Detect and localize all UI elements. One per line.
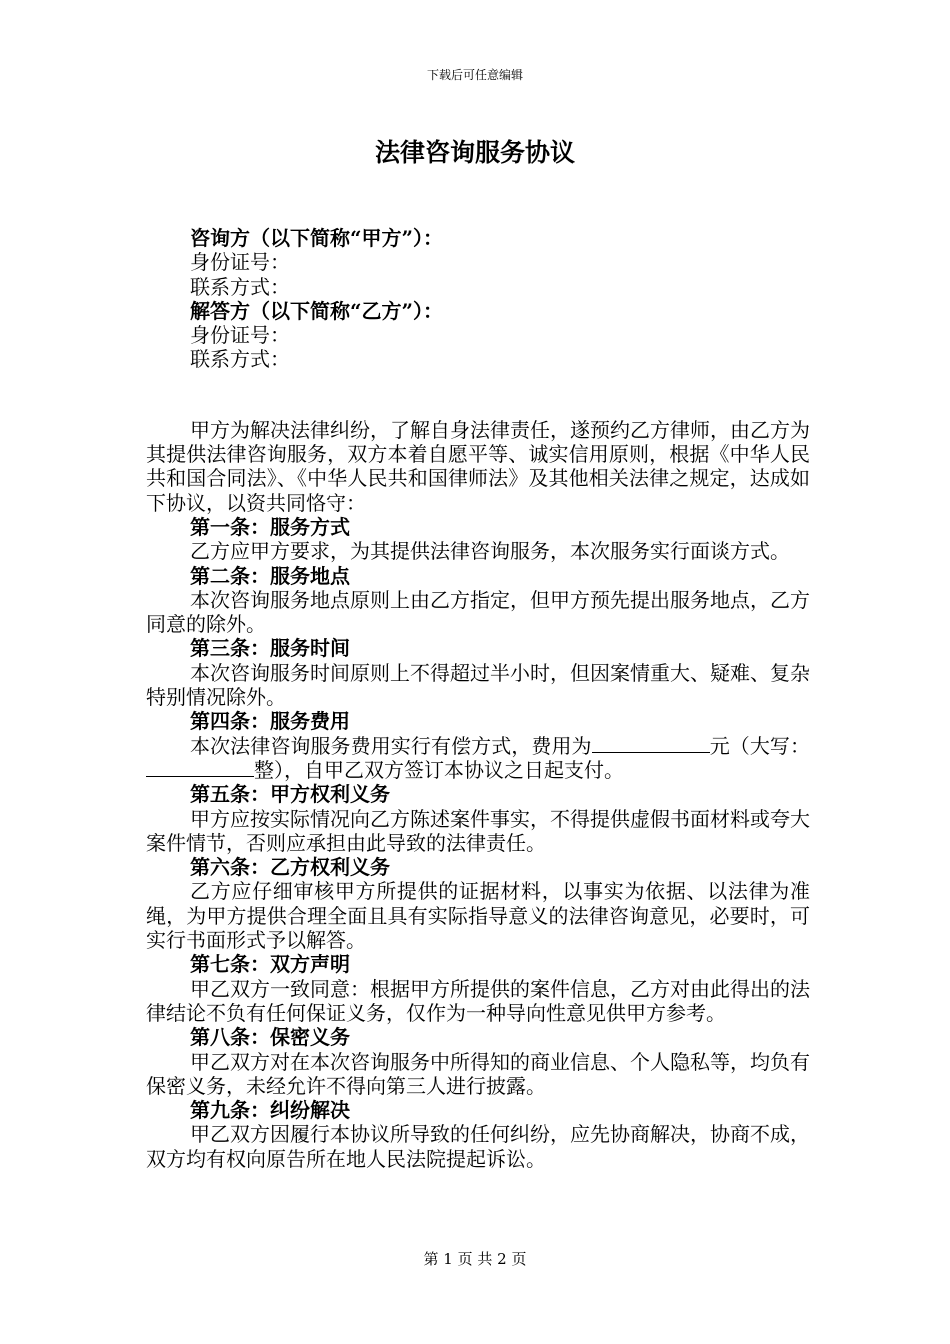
- clause-1-heading: 第一条：服务方式: [190, 514, 350, 539]
- clause-4-text-before: 本次法律咨询服务费用实行有偿方式，费用为: [190, 733, 592, 758]
- party-b-id: 身份证号：: [190, 323, 290, 348]
- clause-9-text: 甲乙双方因履行本协议所导致的任何纠纷，应先协商解决，协商不成，双方均有权向原告所在地人民法院提起诉讼。: [146, 1122, 810, 1171]
- fee-amount-blank[interactable]: [592, 734, 710, 753]
- party-a-label: 咨询方（以下简称“甲方”）：: [190, 226, 444, 250]
- clause-9-heading: 第九条：纠纷解决: [190, 1098, 350, 1123]
- header-note: 下载后可任意编辑: [426, 68, 523, 82]
- fee-amount-words-blank[interactable]: [146, 758, 254, 777]
- clause-4-text-after: 整），自甲乙双方签订本协议之日起支付。: [254, 757, 624, 782]
- party-a-id: 身份证号：: [190, 250, 290, 275]
- party-a-contact: 联系方式：: [190, 274, 290, 299]
- party-info: [146, 226, 810, 372]
- clause-5-heading: 第五条：甲方权利义务: [190, 782, 390, 807]
- clause-4-text: [146, 734, 810, 783]
- clause-3-heading: 第三条：服务时间: [190, 636, 350, 661]
- clause-5-text: 甲方应按实际情况向乙方陈述案件事实，不得提供虚假书面材料或夸大案件情节，否则应承担由此导致的法律责任。: [146, 806, 810, 855]
- clause-3-text: 本次咨询服务时间原则上不得超过半小时，但因案情重大、疑难、复杂特别情况除外。: [146, 660, 810, 710]
- clause-2-text: 本次咨询服务地点原则上由乙方指定，但甲方预先提出服务地点，乙方同意的除外。: [146, 587, 810, 637]
- intro-paragraph: 甲方为解决法律纠纷，了解自身法律责任，遂预约乙方律师，由乙方为其提供法律咨询服务，双方本着自愿平等、诚实信用原则，根据《中华人民共和国合同法》、《中华人民共和国律师法》及其他相关法律之规定，达成如下协议，以资共同恪守：: [146, 417, 810, 515]
- clause-2-heading: 第二条：服务地点: [190, 563, 350, 588]
- clause-4-text-middle: 元（大写：: [709, 733, 811, 758]
- clause-8-heading: 第八条：保密义务: [190, 1025, 350, 1050]
- clause-7-text: 甲乙双方一致同意：根据甲方所提供的案件信息，乙方对由此得出的法律结论不负有任何保证义务，仅作为一种导向性意见供甲方参考。: [146, 976, 810, 1025]
- party-b-contact: 联系方式：: [190, 347, 290, 372]
- clause-1-text: 乙方应甲方要求，为其提供法律咨询服务，本次服务实行面谈方式。: [190, 539, 790, 564]
- party-b-label: 解答方（以下简称“乙方”）：: [190, 298, 444, 323]
- clause-6-text: 乙方应仔细审核甲方所提供的证据材料，以事实为依据、以法律为准绳，为甲方提供合理全面且具有实际指导意义的法律咨询意见，必要时，可实行书面形式予以解答。: [146, 879, 810, 953]
- clause-8-text: 甲乙双方对在本次咨询服务中所得知的商业信息、个人隐私等，均负有保密义务，未经允许不得向第三人进行披露。: [146, 1049, 810, 1098]
- page-number: 第 1 页 共 2 页: [423, 1250, 527, 1268]
- document-title: 法律咨询服务协议: [374, 138, 575, 167]
- document-body: [146, 226, 810, 1171]
- clause-4-heading: 第四条：服务费用: [190, 709, 350, 734]
- clause-7-heading: 第七条：双方声明: [190, 952, 350, 977]
- clause-6-heading: 第六条：乙方权利义务: [190, 855, 390, 880]
